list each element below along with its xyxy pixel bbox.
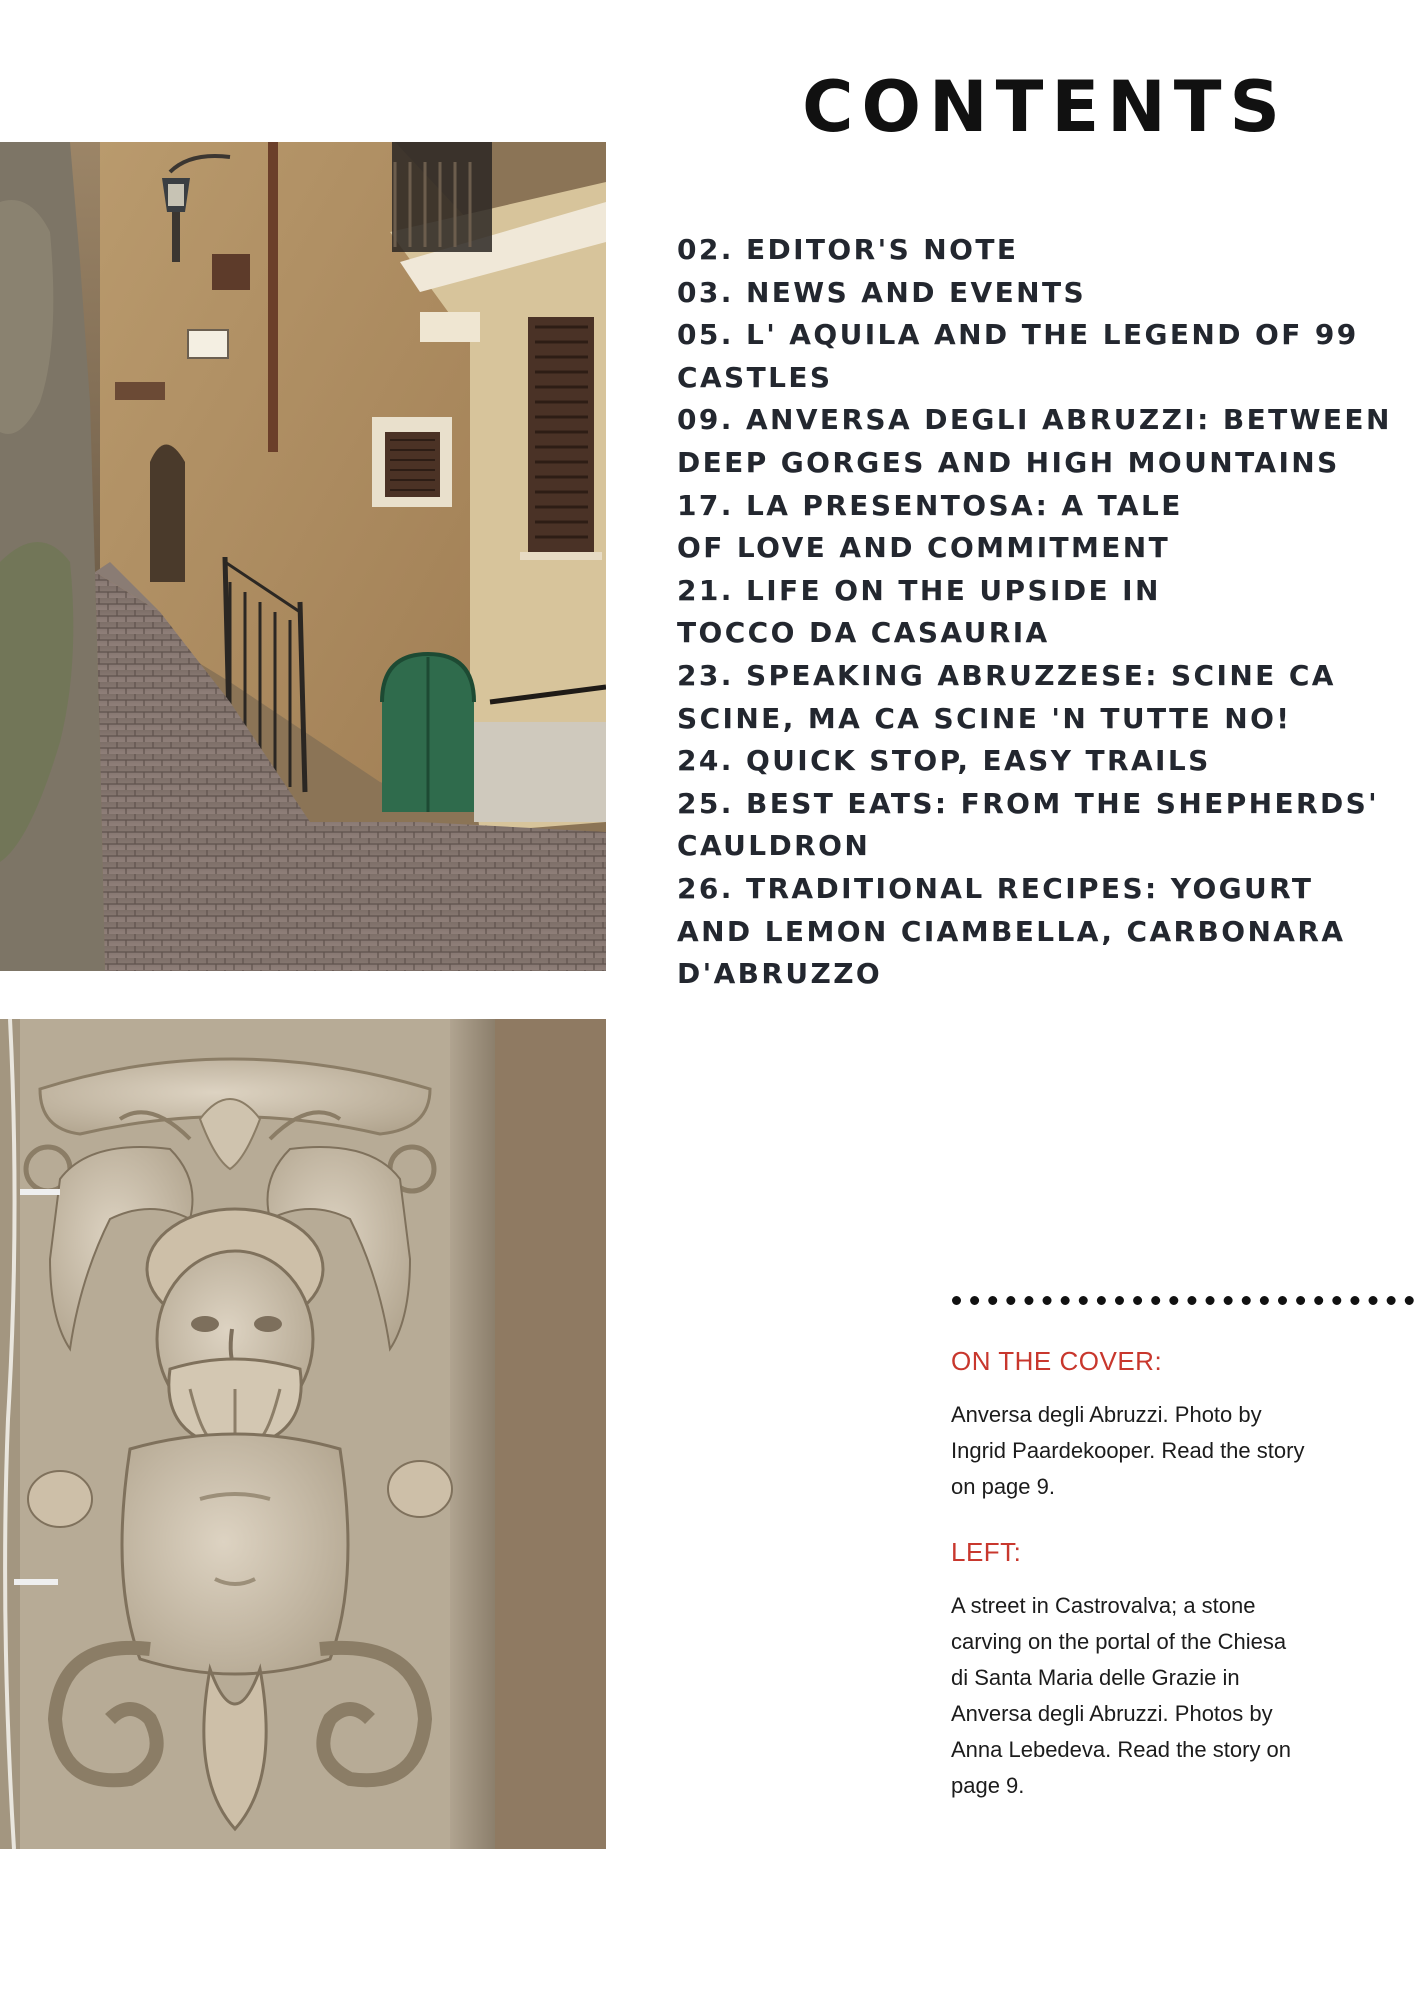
toc-entry[interactable] [677, 868, 1397, 996]
toc-entry-line: 09. ANVERSA DEGLI ABRUZZI: BETWEEN [677, 403, 1392, 437]
toc-entry[interactable] [677, 570, 1397, 655]
cover-caption-text [951, 1397, 1361, 1505]
toc-entry[interactable] [677, 485, 1397, 570]
toc-entry[interactable] [677, 399, 1397, 484]
toc-entry[interactable] [677, 740, 1397, 783]
toc-entry-line: 02. EDITOR'S NOTE [677, 233, 1019, 266]
toc-entry-line: TOCCO DA CASAURIA [677, 616, 1050, 650]
toc-entry[interactable] [677, 229, 1397, 272]
left-caption [951, 1537, 1361, 1804]
caption-line: carving on the portal of the Chiesa [951, 1629, 1287, 1654]
toc-entry-line: 17. LA PRESENTOSA: A TALE [677, 488, 1183, 522]
dotted-divider [952, 1296, 1414, 1305]
caption-line: page 9. [951, 1773, 1025, 1798]
left-caption-heading: LEFT: [951, 1537, 1022, 1567]
toc-entry-line: 21. LIFE ON THE UPSIDE IN [677, 573, 1161, 607]
toc-entry-line: 24. QUICK STOP, EASY TRAILS [677, 744, 1211, 778]
toc-entry-line: 23. SPEAKING ABRUZZESE: SCINE CA [677, 658, 1336, 692]
toc-entry[interactable] [677, 314, 1397, 399]
caption-line: Anversa degli Abruzzi. Photo by [951, 1402, 1262, 1427]
toc-entry-line: 25. BEST EATS: FROM THE SHEPHERDS' [677, 786, 1380, 820]
toc-entry-line: 03. NEWS AND EVENTS [677, 275, 1087, 309]
toc-entry[interactable] [677, 655, 1397, 740]
toc-entry-line: OF LOVE AND COMMITMENT [677, 531, 1171, 565]
stone-carving-photo [0, 1019, 606, 1849]
cover-caption [951, 1346, 1361, 1505]
toc-entry[interactable] [677, 783, 1397, 868]
caption-line: A street in Castrovalva; a stone [951, 1593, 1256, 1618]
toc-entry-line: 05. L' AQUILA AND THE LEGEND OF 99 [677, 318, 1359, 352]
toc-entry-line: SCINE, MA CA SCINE 'N TUTTE NO! [677, 701, 1292, 735]
toc-entry-line: 26. TRADITIONAL RECIPES: YOGURT [677, 871, 1314, 905]
caption-line: on page 9. [951, 1474, 1055, 1499]
street-photo [0, 142, 606, 971]
toc-entry-line: CAULDRON [677, 829, 871, 863]
contents-title: CONTENTS [802, 66, 1288, 148]
toc-entry-line: CASTLES [677, 360, 833, 394]
toc-entry-line: AND LEMON CIAMBELLA, CARBONARA [677, 914, 1346, 948]
table-of-contents [677, 229, 1397, 996]
toc-entry[interactable] [677, 272, 1397, 315]
caption-line: Anna Lebedeva. Read the story on [951, 1737, 1292, 1762]
toc-entry-line: D'ABRUZZO [677, 957, 883, 991]
cover-caption-heading: ON THE COVER: [951, 1346, 1163, 1376]
caption-line: Ingrid Paardekooper. Read the story [951, 1438, 1305, 1463]
left-caption-text [951, 1588, 1361, 1804]
caption-line: di Santa Maria delle Grazie in [951, 1665, 1240, 1690]
toc-entry-line: DEEP GORGES AND HIGH MOUNTAINS [677, 445, 1340, 479]
caption-line: Anversa degli Abruzzi. Photos by [951, 1701, 1273, 1726]
